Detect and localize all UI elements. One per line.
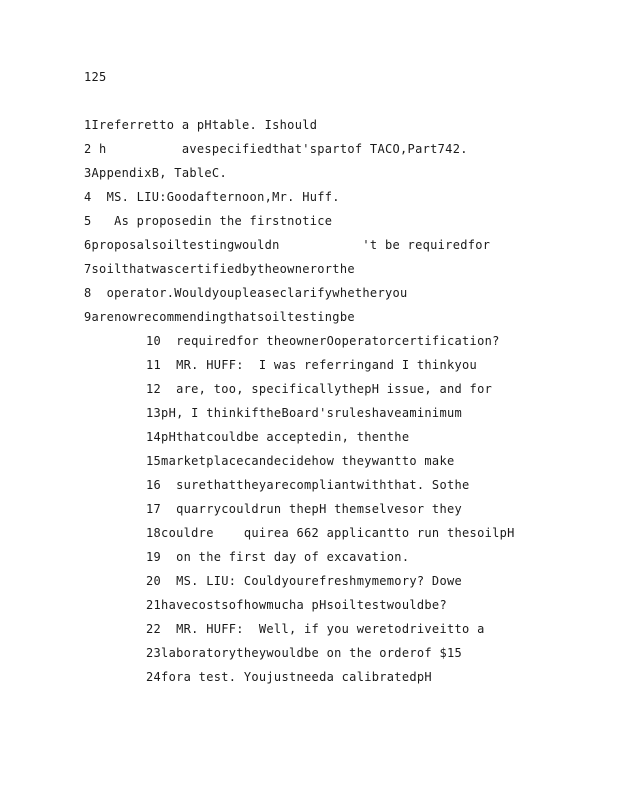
transcript-line-16: 16 surethattheyarecompliantwiththat. Sothe xyxy=(146,478,470,492)
transcript-line-10: 10 requiredfor theownerOoperatorcertification? xyxy=(146,334,500,348)
page-number: 125 xyxy=(84,70,107,84)
transcript-line-8: 8 operator.Wouldyoupleaseclarifywhetheryou xyxy=(84,286,408,300)
transcript-line-13: 13pH, I thinkiftheBoard'sruleshaveaminimum xyxy=(146,406,463,420)
transcript-line-7: 7soilthatwascertifiedbytheownerorthe xyxy=(84,262,355,276)
transcript-line-6: 6proposalsoiltestingwouldn 't be requiredfor xyxy=(84,238,491,252)
transcript-line-24: 24fora test. Youjustneeda calibratedpH xyxy=(146,670,432,684)
transcript-line-2: 2 h avespecifiedthat'spartof TACO,Part742. xyxy=(84,142,468,156)
transcript-line-19: 19 on the first day of excavation. xyxy=(146,550,410,564)
transcript-line-22: 22 MR. HUFF: Well, if you weretodriveitto a xyxy=(146,622,485,636)
transcript-line-3: 3AppendixB, TableC. xyxy=(84,166,227,180)
transcript-line-1: 1Ireferretto a pHtable. Ishould xyxy=(84,118,318,132)
transcript-line-23: 23laboratorytheywouldbe on the orderof $15 xyxy=(146,646,463,660)
transcript-line-15: 15marketplacecandecidehow theywantto make xyxy=(146,454,455,468)
transcript-line-4: 4 MS. LIU:Goodafternoon,Mr. Huff. xyxy=(84,190,340,204)
transcript-line-14: 14pHthatcouldbe acceptedin, thenthe xyxy=(146,430,410,444)
transcript-line-20: 20 MS. LIU: Couldyourefreshmymemory? Dowe xyxy=(146,574,463,588)
transcript-line-9: 9arenowrecommendingthatsoiltestingbe xyxy=(84,310,355,324)
transcript-line-21: 21havecostsofhowmucha pHsoiltestwouldbe? xyxy=(146,598,447,612)
transcript-line-17: 17 quarrycouldrun thepH themselvesor they xyxy=(146,502,463,516)
transcript-line-5: 5 As proposedin the firstnotice xyxy=(84,214,333,228)
transcript-line-12: 12 are, too, specificallythepH issue, and for xyxy=(146,382,493,396)
transcript-line-18: 18couldre quirea 662 applicantto run thesoilpH xyxy=(146,526,515,540)
transcript-line-11: 11 MR. HUFF: I was referringand I thinkyou xyxy=(146,358,478,372)
